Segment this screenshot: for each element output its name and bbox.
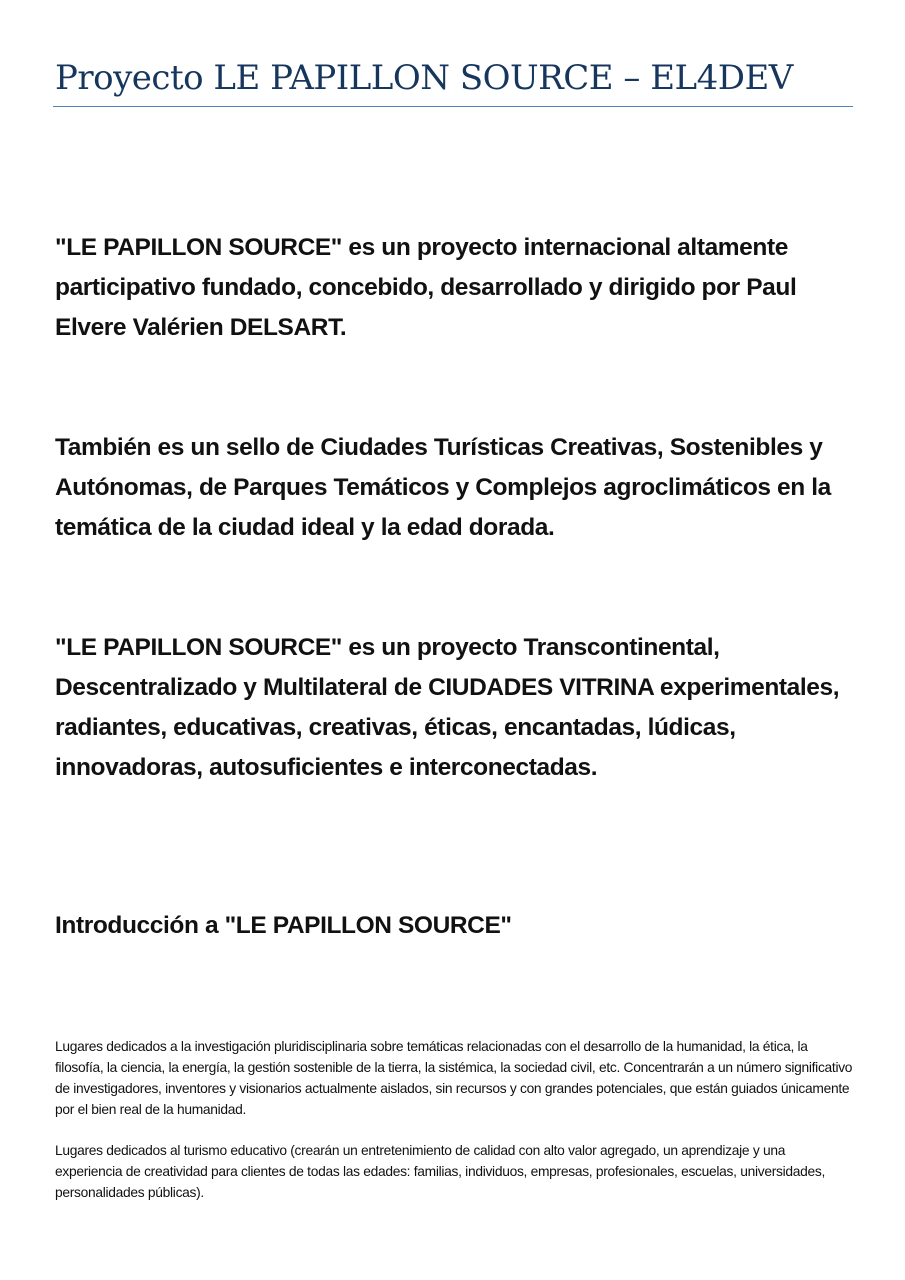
body-paragraph-2: Lugares dedicados al turismo educativo (crearán un entretenimiento de calidad con alto valor agregado, un aprendizaje y una experiencia de creatividad para clientes de todas las edades: familias, individuos, empresas, profesionales, escuelas, universidades, personalidades públicas). — [55, 1143, 825, 1200]
intro-paragraph-1: "LE PAPILLON SOURCE" es un proyecto internacional altamente participativo fundado, concebido, desarrollado y dirigido por Paul Elvere Valérien DELSART. — [55, 234, 797, 341]
section-heading: Introducción a "LE PAPILLON SOURCE" — [55, 912, 512, 939]
intro-paragraph-2: También es un sello de Ciudades Turísticas Creativas, Sostenibles y Autónomas, de Parques Temáticos y Complejos agroclimáticos en la temática de la ciudad ideal y la edad dorada. — [55, 434, 831, 541]
body-paragraph-1: Lugares dedicados a la investigación pluridisciplinaria sobre temáticas relacionadas con el desarrollo de la humanidad, la ética, la filosofía, la ciencia, la energía, la gestión sostenible de la tierra, la sistémica, la sociedad civil, etc. Concentrarán a un número significativo de investigadores, inventores y visionarios actualmente aislados, sin recursos y con grandes potenciales, que están guiados únicamente por el bien real de la humanidad. — [55, 1039, 853, 1117]
document-title: Proyecto LE PAPILLON SOURCE – EL4DEV — [55, 58, 793, 98]
title-underline — [53, 106, 853, 107]
intro-paragraph-3: "LE PAPILLON SOURCE" es un proyecto Transcontinental, Descentralizado y Multilateral de CIUDADES VITRINA experimentales, radiantes, educativas, creativas, éticas, encantadas, lúdicas, innovadoras, autosuficientes e interconectadas. — [55, 634, 840, 781]
